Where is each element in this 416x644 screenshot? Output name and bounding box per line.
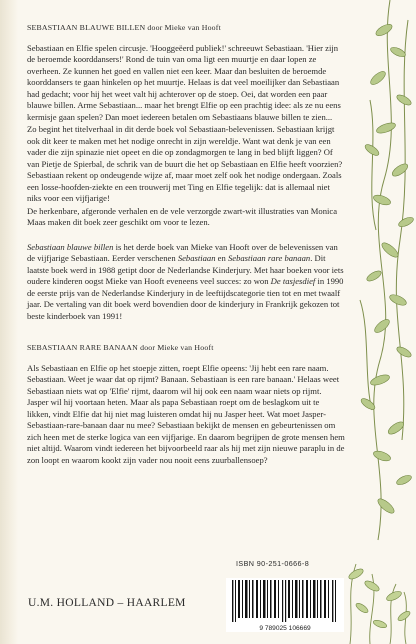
author-info-text: en [215, 253, 228, 263]
author-info-text: is het derde boek van Mieke van Hooft over de belevenissen van de vijfjarige Sebastiaan. Eerder verschenen [27, 241, 338, 263]
blurb-paragraph-rare-banaan: Als Sebastiaan en Elfie op het stoepje zitten, roept Elfie opeens: 'Jij hebt een rare naam. Sebastiaan. Weet je waar dat op rijmt? Banaan. Sebastiaan is een rare banaan.' Helaas weet Sebastiaan niets wat op 'Elfie' rijmt, daarom wil hij ook een naam waar niets op rijmt. Jasper wil hij voortaan heten. Maar als papa Sebastiaan roept om de beslagkom uit te likken, vindt Elfie dat hij niet mag luisteren omdat hij nu Jasper heet. Wat moet Jasper-Sebastiaan-rare-banaan daar nu mee? Sebastiaan bekijkt de mensen en gebeurtenissen om zich heen met de sterke logica van een vijfjarige. En daarom begrijpen de grote mensen hem niet altijd. Waarom vindt iedereen het bijvoorbeeld raar als hij met zijn nieuwe paraplu in de zon loopt en waarom kookt zijn vader nou nooit eens zuurballensoep? [27, 362, 345, 465]
book-title-italic: Sebastiaan blauwe billen [27, 241, 114, 252]
blurb-paragraph-1: Sebastiaan en Elfie spelen circusje. 'Hooggeëerd publiek!' schreeuwt Sebastiaan. 'Hier zijn de beroemde koorddansers!' Rond de tuin van oma ligt een muurtje en daar lopen ze overheen. Ze kunnen het goed en vallen niet een keer. Maar dan besluiten de beroemde koorddansers te gaan hinkelen op het muurtje. Helaas is dat veel moeilijker dan Sebastiaan had gedacht; voor hij het weet valt hij achterover op de stoep. Oei, dat worden een paar blauwe billen. Arme Sebastiaan... maar het brengt Elfie op een prachtig idee: als ze nu eens kermisje gaan spelen? Dan moet iedereen betalen om Sebastiaans blauwe billen te zien... [27, 42, 341, 122]
section-heading-blauwe-billen: SEBASTIAAN BLAUWE BILLEN door Mieke van Hooft [27, 23, 221, 32]
blurb-paragraph-2: Zo begint het titelverhaal in dit derde boek vol Sebastiaan-belevenissen. Sebastiaan krijgt ook dit keer te maken met het nodige onrecht in zijn wereldje. Want wat denk je van een vader die zijn spinazie niet opeet en die op zondagmorgen te lang in bed blijft liggen? Of van Pietje de Spierbal, de schrik van de buurt die het op Sebastiaan en Elfie heeft voorzien? Sebastiaan rekent op ondeugende wijze af, maar moet zelf ook het nodige ondergaan. Zoals een losse-hoofden-ziekte en een trouwerij met Ting en Elfie tegelijk: dat is allemaal niet niks voor een vijfjarige! [27, 124, 343, 203]
book-title-italic: Sebastiaan [177, 253, 216, 263]
blurb-paragraph-3: De herkenbare, afgeronde verhalen en de vele verzorgde zwart-wit illustraties van Monica Maas maken dit boek zeer geschikt om voor te lezen. [27, 205, 338, 227]
section-heading-rare-banaan: SEBASTIAAN RARE BANAAN door Mieke van Hooft [27, 343, 214, 352]
isbn-label: ISBN 90-251-0666-8 [236, 559, 310, 568]
author-info-text: . Dit laatste boek werd in 1988 getipt door de Nederlandse Kinderjury. Met haar boeken voor iets oudere kinderen oogst Mieke van Hooft eveneens veel succes: zo won [27, 253, 344, 286]
barcode-digits: 9 789025 106669 [259, 625, 311, 632]
book-title-italic: De tasjesdief [270, 276, 316, 286]
spine-gutter [0, 0, 18, 644]
author-info-paragraph [27, 242, 345, 323]
author-info-text: in 1990 de eerste prijs van de Nederlandse Kinderjury in de leeftijdscategorie tien tot en met twaalf jaar. De vertaling van dit boek werd bovendien door de kinderjury in Frankrijk gekozen tot beste kinderboek van 1991! [27, 276, 344, 321]
back-cover-text [27, 22, 345, 467]
book-title-italic: Sebastiaan rare banaan [227, 253, 311, 263]
publisher-name: U.M. HOLLAND – HAARLEM [28, 597, 186, 609]
barcode-bars [226, 578, 344, 622]
barcode [226, 578, 344, 632]
